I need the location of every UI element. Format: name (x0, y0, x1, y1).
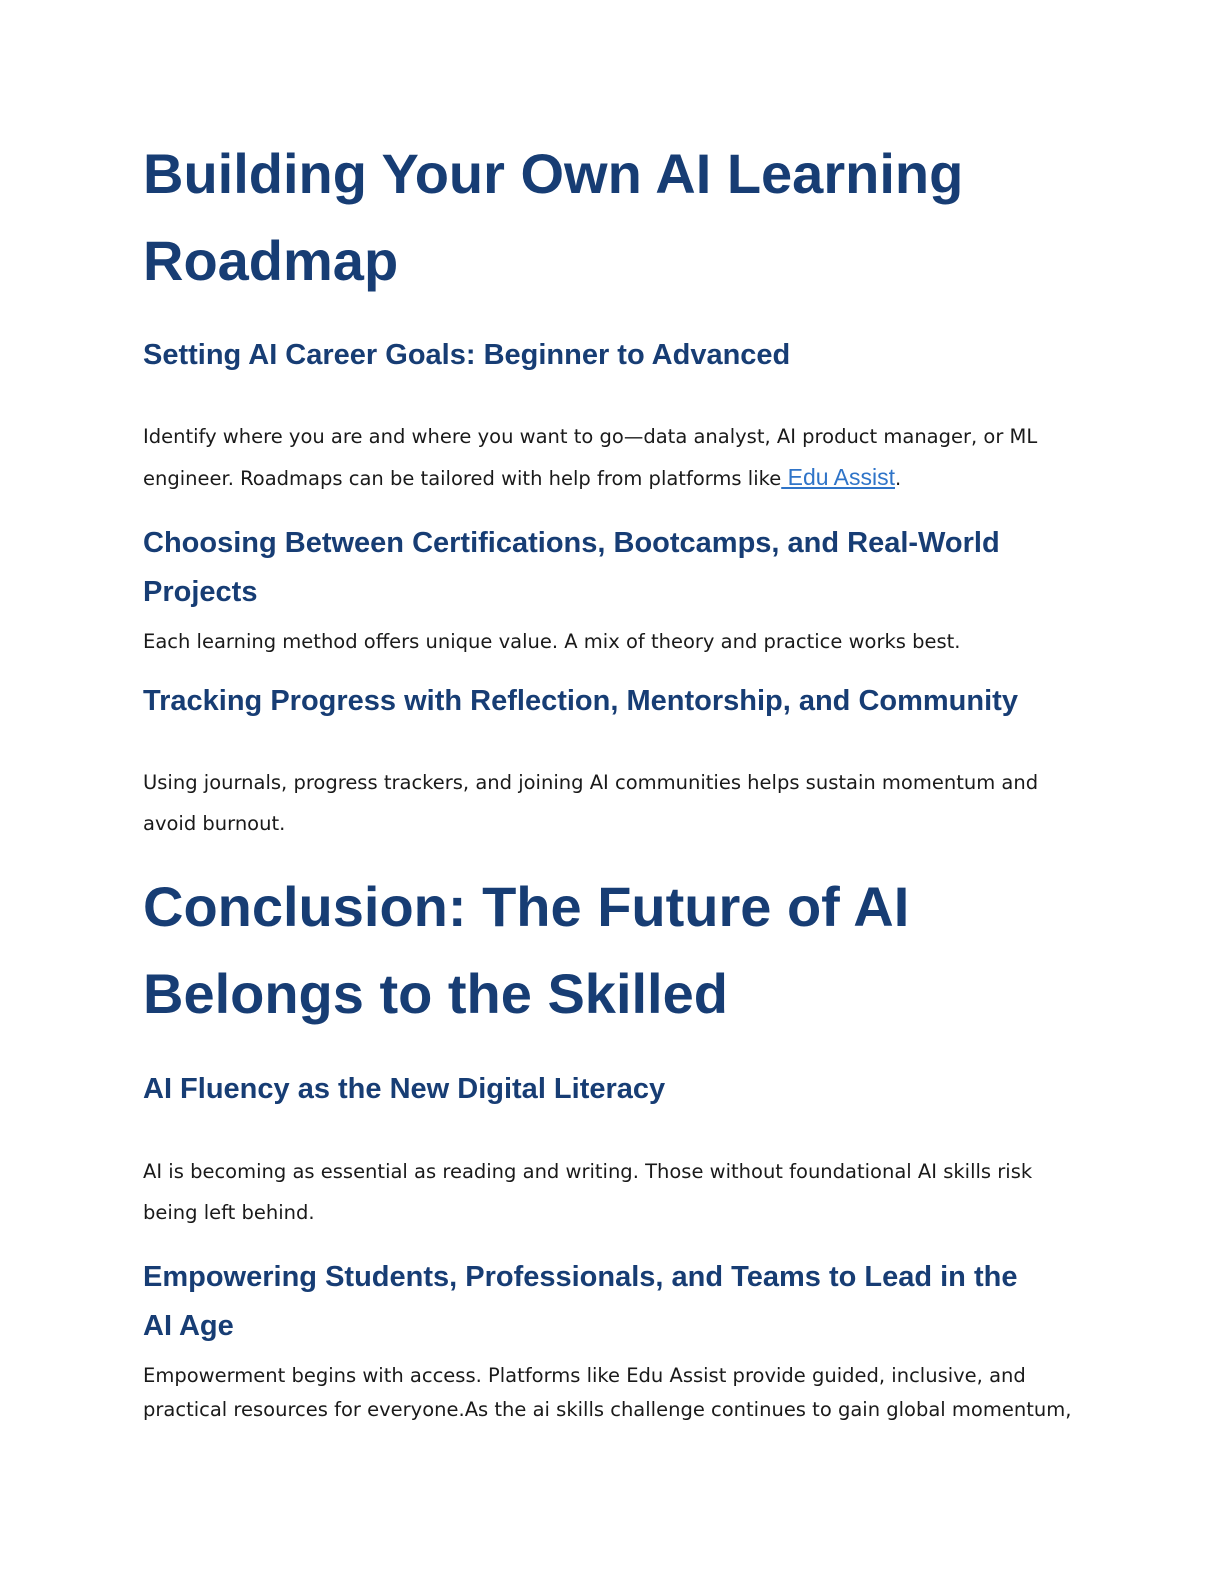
paragraph-line: practical resources for everyone.As the ai skills challenge continues to gain global momentum, (143, 1398, 1072, 1421)
paragraph-line (143, 457, 901, 499)
subsection-heading: Tracking Progress with Reflection, Mentorship, and Community (143, 685, 1018, 717)
section-title: Roadmap (143, 229, 399, 292)
section-title: Belongs to the Skilled (143, 962, 728, 1025)
paragraph-line: Using journals, progress trackers, and joining AI communities helps sustain momentum and (143, 771, 1039, 794)
edu-assist-link[interactable]: Edu Assist (781, 464, 895, 490)
paragraph-line: being left behind. (143, 1201, 315, 1224)
subsection-heading: Choosing Between Certifications, Bootcamps, and Real-World (143, 527, 1000, 559)
paragraph-line: Identify where you are and where you want to go—data analyst, AI product manager, or ML (143, 425, 1038, 448)
paragraph-line: AI is becoming as essential as reading and writing. Those without foundational AI skills risk (143, 1160, 1033, 1183)
subsection-heading: AI Fluency as the New Digital Literacy (143, 1073, 666, 1105)
subsection-heading: Empowering Students, Professionals, and Teams to Lead in the (143, 1261, 1018, 1293)
subsection-heading: Projects (143, 576, 258, 608)
section-title: Building Your Own AI Learning (143, 142, 964, 205)
paragraph-line: Each learning method offers unique value. A mix of theory and practice works best. (143, 630, 961, 653)
paragraph-punctuation: . (895, 467, 902, 490)
section-title: Conclusion: The Future of AI (143, 875, 910, 938)
paragraph-line: Empowerment begins with access. Platforms like Edu Assist provide guided, inclusive, and (143, 1364, 1026, 1387)
paragraph-line: avoid burnout. (143, 812, 286, 835)
subsection-heading: Setting AI Career Goals: Beginner to Advanced (143, 339, 791, 371)
paragraph-text: engineer. Roadmaps can be tailored with help from platforms like (143, 467, 782, 490)
subsection-heading: AI Age (143, 1310, 234, 1342)
